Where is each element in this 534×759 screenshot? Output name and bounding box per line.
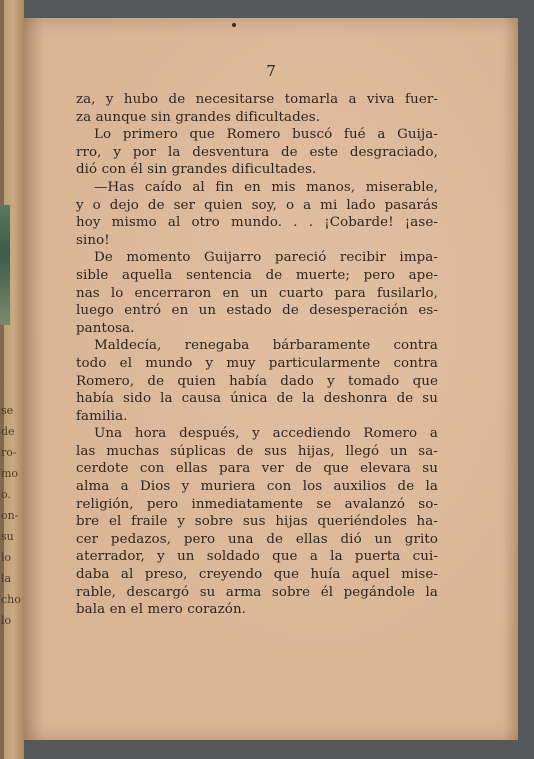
text-line: luego entró en un estado de desesperación es- [76, 303, 438, 319]
text-line: Una hora después, y accediendo Romero a [94, 426, 438, 442]
left-page-fragment: cho [1, 593, 21, 606]
left-page-fragment: mo [1, 467, 19, 480]
print-speck [232, 23, 236, 27]
left-page-fragment: se [1, 404, 14, 417]
text-line: y o dejo de ser quien soy, o a mi lado pasarás [76, 197, 438, 213]
text-line: za aunque sin grandes dificultades. [76, 109, 321, 125]
left-page-fragment: lo [1, 551, 12, 564]
page-body-text [76, 91, 438, 619]
text-line: Maldecía, renegaba bárbaramente contra [94, 338, 438, 354]
text-line: rable, descargó su arma sobre él pegándole la [76, 584, 438, 600]
text-line: rro, y por la desventura de este desgraciado, [76, 144, 438, 160]
left-page-illustration-fragment [0, 205, 10, 325]
binding-shadow [0, 0, 4, 759]
text-line: había sido la causa única de la deshonra de su [76, 391, 438, 407]
text-line: nas lo encerraron en un cuarto para fusilarlo, [76, 285, 438, 301]
text-line: religión, pero inmediatamente se avalanzó so- [76, 496, 438, 512]
text-line: familia. [76, 408, 128, 424]
text-line: hoy mismo al otro mundo. . . ¡Cobarde! ¡ase- [76, 215, 438, 231]
text-line: todo el mundo y muy particularmente contra [76, 355, 438, 371]
text-line: bala en el mero corazón. [76, 602, 247, 618]
text-line: alma a Dios y muriera con los auxilios de la [76, 479, 438, 495]
text-line: —Has caído al fin en mis manos, miserable, [94, 179, 438, 195]
left-page-fragment: lo [1, 614, 12, 627]
text-line: bre el fraile y sobre sus hijas queriéndoles ha- [76, 514, 438, 530]
text-line: sino! [76, 232, 110, 248]
book-page [24, 18, 518, 740]
text-line: Romero, de quien había dado y tomado que [76, 373, 438, 389]
text-line: sible aquella sentencia de muerte; pero ape- [76, 267, 438, 283]
text-line: aterrador, y un soldado que a la puerta cui- [76, 549, 438, 565]
left-page-fragment: on- [1, 509, 19, 522]
left-page-fragment: o. [1, 488, 11, 501]
text-line: De momento Guijarro pareció recibir impa- [94, 250, 438, 266]
text-line: pantosa. [76, 320, 135, 336]
text-line: za, y hubo de necesitarse tomarla a viva fuer- [76, 92, 438, 107]
text-line: cerdote con ellas para ver de que elevara su [76, 461, 438, 477]
text-line: cer pedazos, pero una de ellas dió un grito [76, 531, 438, 547]
left-page-edge [0, 0, 24, 759]
left-page-fragment: la [1, 572, 12, 585]
left-page-fragment: ro- [1, 446, 17, 459]
left-page-fragment: de [1, 425, 15, 438]
text-line: daba al preso, creyendo que huía aquel mise- [76, 567, 438, 583]
text-line: dió con él sin grandes dificultades. [76, 162, 317, 178]
page-number: 7 [266, 62, 276, 80]
left-page-text-fragments [1, 400, 21, 631]
text-line: las muchas súplicas de sus hijas, llegó un sa- [76, 443, 438, 459]
text-line: Lo primero que Romero buscó fué a Guija- [94, 127, 438, 143]
left-page-fragment: su [1, 530, 14, 543]
